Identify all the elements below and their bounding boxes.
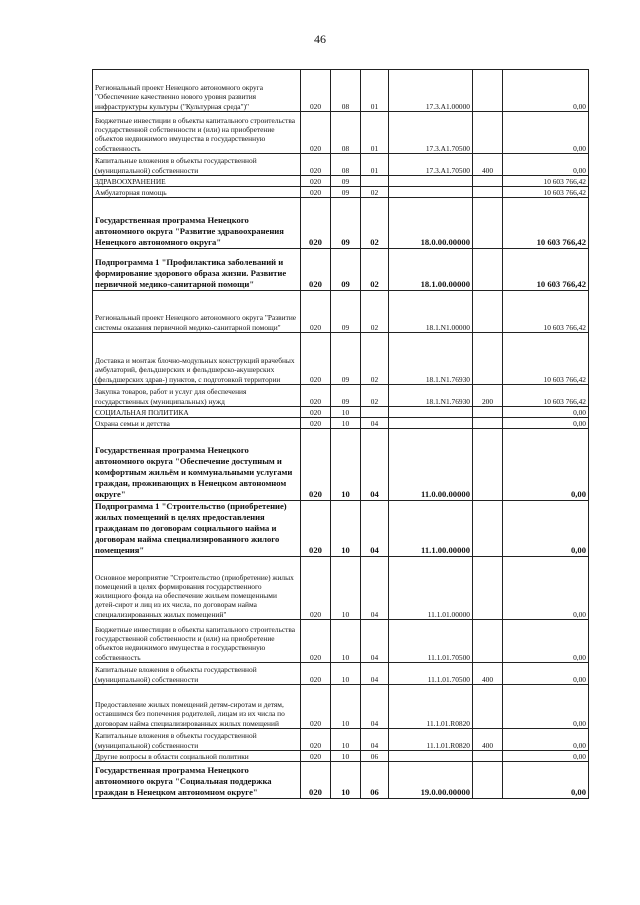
row-name-cell: Основное мероприятие "Строительство (приобретение) жилых помещений в целях формирования государственного жилищного фонда на обеспечение жильем помещенными детей-сирот и лиц из их числа, по договорам найма специализированных жилых помещений" (93, 557, 301, 620)
table-row (93, 291, 589, 333)
section-code-cell: 09 (331, 198, 361, 249)
row-name-cell: Подпрограмма 1 "Строительство (приобретение) жилых помещений в целях предоставления гражданам по договорам социального найма и договорам найма специализированного жилого помещения" (93, 501, 301, 557)
admin-code-cell: 020 (301, 501, 331, 557)
section-code-cell: 08 (331, 154, 361, 176)
subsection-code-cell: 04 (361, 620, 389, 663)
row-name-cell: ЗДРАВООХРАНЕНИЕ (93, 176, 301, 187)
section-code-cell: 09 (331, 333, 361, 385)
table-row (93, 70, 589, 112)
table-row (93, 557, 589, 620)
row-name-cell: Охрана семьи и детства (93, 418, 301, 429)
table-row (93, 176, 589, 187)
row-name-cell: Государственная программа Ненецкого автономного округа "Социальная поддержка граждан в Ненецком автономном округе" (93, 762, 301, 799)
table-row (93, 187, 589, 198)
expense-type-cell (473, 291, 503, 333)
expense-type-cell: 400 (473, 663, 503, 685)
target-article-cell: 18.1.N1.76930 (389, 385, 473, 407)
subsection-code-cell: 04 (361, 429, 389, 501)
admin-code-cell: 020 (301, 418, 331, 429)
expense-type-cell (473, 407, 503, 418)
table-row (93, 407, 589, 418)
subsection-code-cell: 06 (361, 762, 389, 799)
amount-cell: 0,00 (503, 762, 589, 799)
expense-type-cell (473, 249, 503, 291)
row-name-cell: Предоставление жилых помещений детям-сиротам и детям, оставшимся без попечения родителей, лицам из их числа по договорам найма специализированных жилых помещений (93, 685, 301, 729)
subsection-code-cell: 02 (361, 291, 389, 333)
admin-code-cell: 020 (301, 176, 331, 187)
section-code-cell: 09 (331, 249, 361, 291)
amount-cell: 0,00 (503, 501, 589, 557)
section-code-cell: 10 (331, 729, 361, 751)
budget-table (92, 69, 589, 799)
target-article-cell: 11.1.01.00000 (389, 557, 473, 620)
row-name-cell: Подпрограмма 1 "Профилактика заболеваний и формирование здорового образа жизни. Развитие первичной медико-санитарной помощи" (93, 249, 301, 291)
page-number: 46 (314, 32, 326, 46)
admin-code-cell: 020 (301, 685, 331, 729)
admin-code-cell: 020 (301, 187, 331, 198)
amount-cell: 0,00 (503, 663, 589, 685)
target-article-cell: 11.1.01.70500 (389, 663, 473, 685)
subsection-code-cell: 04 (361, 663, 389, 685)
subsection-code-cell: 01 (361, 154, 389, 176)
amount-cell: 0,00 (503, 557, 589, 620)
subsection-code-cell (361, 407, 389, 418)
section-code-cell: 10 (331, 557, 361, 620)
amount-cell: 10 603 766,42 (503, 291, 589, 333)
target-article-cell (389, 418, 473, 429)
table-row (93, 620, 589, 663)
admin-code-cell: 020 (301, 663, 331, 685)
subsection-code-cell: 04 (361, 557, 389, 620)
target-article-cell: 11.1.01.R0820 (389, 685, 473, 729)
amount-cell: 0,00 (503, 685, 589, 729)
table-row (93, 751, 589, 762)
subsection-code-cell (361, 176, 389, 187)
admin-code-cell: 020 (301, 620, 331, 663)
admin-code-cell: 020 (301, 429, 331, 501)
row-name-cell: Государственная программа Ненецкого автономного округа "Развитие здравоохранения Ненецкого автономного округа" (93, 198, 301, 249)
subsection-code-cell: 02 (361, 385, 389, 407)
target-article-cell (389, 176, 473, 187)
table-row (93, 762, 589, 799)
target-article-cell: 19.0.00.00000 (389, 762, 473, 799)
table-row (93, 333, 589, 385)
expense-type-cell: 400 (473, 729, 503, 751)
subsection-code-cell: 04 (361, 685, 389, 729)
section-code-cell: 08 (331, 70, 361, 112)
amount-cell: 0,00 (503, 751, 589, 762)
amount-cell: 0,00 (503, 729, 589, 751)
amount-cell: 10 603 766,42 (503, 385, 589, 407)
row-name-cell: Государственная программа Ненецкого автономного округа "Обеспечение доступным и комфортным жильём и коммунальными услугами граждан, проживающих в Ненецком автономном округе" (93, 429, 301, 501)
admin-code-cell: 020 (301, 198, 331, 249)
amount-cell: 10 603 766,42 (503, 176, 589, 187)
admin-code-cell: 020 (301, 729, 331, 751)
target-article-cell: 17.3.А1.70500 (389, 154, 473, 176)
subsection-code-cell: 02 (361, 198, 389, 249)
table-row (93, 685, 589, 729)
table-row (93, 198, 589, 249)
row-name-cell: Региональный проект Ненецкого автономного округа "Обеспечение качественно нового уровня развития инфраструктуры культуры ("Культурная среда")" (93, 70, 301, 112)
expense-type-cell: 200 (473, 385, 503, 407)
row-name-cell: Закупка товаров, работ и услуг для обеспечения государственных (муниципальных) нужд (93, 385, 301, 407)
subsection-code-cell: 02 (361, 333, 389, 385)
subsection-code-cell: 02 (361, 249, 389, 291)
section-code-cell: 10 (331, 407, 361, 418)
admin-code-cell: 020 (301, 751, 331, 762)
section-code-cell: 10 (331, 762, 361, 799)
expense-type-cell (473, 557, 503, 620)
table-row (93, 385, 589, 407)
amount-cell: 0,00 (503, 407, 589, 418)
section-code-cell: 10 (331, 620, 361, 663)
target-article-cell: 18.1.00.00000 (389, 249, 473, 291)
section-code-cell: 10 (331, 429, 361, 501)
section-code-cell: 09 (331, 176, 361, 187)
expense-type-cell (473, 762, 503, 799)
amount-cell: 0,00 (503, 429, 589, 501)
row-name-cell: Амбулаторная помощь (93, 187, 301, 198)
expense-type-cell: 400 (473, 154, 503, 176)
section-code-cell: 08 (331, 112, 361, 154)
admin-code-cell: 020 (301, 154, 331, 176)
table-row (93, 501, 589, 557)
row-name-cell: Капитальные вложения в объекты государственной (муниципальной) собственности (93, 663, 301, 685)
expense-type-cell (473, 620, 503, 663)
expense-type-cell (473, 187, 503, 198)
table-row (93, 249, 589, 291)
row-name-cell: Региональный проект Ненецкого автономного округа "Развитие системы оказания первичной медико-санитарной помощи" (93, 291, 301, 333)
target-article-cell: 17.3.А1.00000 (389, 70, 473, 112)
target-article-cell: 18.1.N1.00000 (389, 291, 473, 333)
section-code-cell: 09 (331, 291, 361, 333)
row-name-cell: Капитальные вложения в объекты государственной (муниципальной) собственности (93, 154, 301, 176)
target-article-cell: 18.0.00.00000 (389, 198, 473, 249)
admin-code-cell: 020 (301, 407, 331, 418)
target-article-cell: 18.1.N1.76930 (389, 333, 473, 385)
table-row (93, 154, 589, 176)
admin-code-cell: 020 (301, 112, 331, 154)
admin-code-cell: 020 (301, 557, 331, 620)
section-code-cell: 10 (331, 418, 361, 429)
subsection-code-cell: 04 (361, 501, 389, 557)
expense-type-cell (473, 176, 503, 187)
row-name-cell: Капитальные вложения в объекты государственной (муниципальной) собственности (93, 729, 301, 751)
target-article-cell: 17.3.А1.70500 (389, 112, 473, 154)
subsection-code-cell: 04 (361, 418, 389, 429)
target-article-cell: 11.1.01.R0820 (389, 729, 473, 751)
amount-cell: 0,00 (503, 620, 589, 663)
budget-table-body (93, 70, 589, 799)
admin-code-cell: 020 (301, 333, 331, 385)
row-name-cell: Бюджетные инвестиции в объекты капитального строительства государственной собственности и (или) на приобретение объектов недвижимого имущества в государственную собственность (93, 112, 301, 154)
amount-cell: 10 603 766,42 (503, 333, 589, 385)
subsection-code-cell: 02 (361, 187, 389, 198)
admin-code-cell: 020 (301, 385, 331, 407)
amount-cell: 0,00 (503, 154, 589, 176)
expense-type-cell (473, 685, 503, 729)
subsection-code-cell: 06 (361, 751, 389, 762)
target-article-cell (389, 187, 473, 198)
table-row (93, 429, 589, 501)
table-row (93, 418, 589, 429)
target-article-cell (389, 407, 473, 418)
admin-code-cell: 020 (301, 249, 331, 291)
row-name-cell: СОЦИАЛЬНАЯ ПОЛИТИКА (93, 407, 301, 418)
expense-type-cell (473, 501, 503, 557)
amount-cell: 10 603 766,42 (503, 249, 589, 291)
section-code-cell: 09 (331, 385, 361, 407)
row-name-cell: Другие вопросы в области социальной политики (93, 751, 301, 762)
admin-code-cell: 020 (301, 70, 331, 112)
row-name-cell: Доставка и монтаж блочно-модульных конструкций врачебных амбулаторий, фельдшерских и фельдшерско-акушерских (фельдшерских здрав-) пунктов, с подготовкой территории (93, 333, 301, 385)
row-name-cell: Бюджетные инвестиции в объекты капитального строительства государственной собственности и (или) на приобретение объектов недвижимого имущества в государственную собственность (93, 620, 301, 663)
expense-type-cell (473, 198, 503, 249)
target-article-cell (389, 751, 473, 762)
subsection-code-cell: 04 (361, 729, 389, 751)
section-code-cell: 10 (331, 501, 361, 557)
amount-cell: 10 603 766,42 (503, 187, 589, 198)
expense-type-cell (473, 70, 503, 112)
expense-type-cell (473, 751, 503, 762)
section-code-cell: 09 (331, 187, 361, 198)
table-row (93, 112, 589, 154)
expense-type-cell (473, 429, 503, 501)
table-row (93, 663, 589, 685)
admin-code-cell: 020 (301, 291, 331, 333)
section-code-cell: 10 (331, 685, 361, 729)
table-row (93, 729, 589, 751)
target-article-cell: 11.0.00.00000 (389, 429, 473, 501)
admin-code-cell: 020 (301, 762, 331, 799)
section-code-cell: 10 (331, 751, 361, 762)
amount-cell: 0,00 (503, 112, 589, 154)
expense-type-cell (473, 333, 503, 385)
section-code-cell: 10 (331, 663, 361, 685)
expense-type-cell (473, 418, 503, 429)
subsection-code-cell: 01 (361, 70, 389, 112)
expense-type-cell (473, 112, 503, 154)
amount-cell: 10 603 766,42 (503, 198, 589, 249)
amount-cell: 0,00 (503, 418, 589, 429)
amount-cell: 0,00 (503, 70, 589, 112)
subsection-code-cell: 01 (361, 112, 389, 154)
target-article-cell: 11.1.01.70500 (389, 620, 473, 663)
target-article-cell: 11.1.00.00000 (389, 501, 473, 557)
